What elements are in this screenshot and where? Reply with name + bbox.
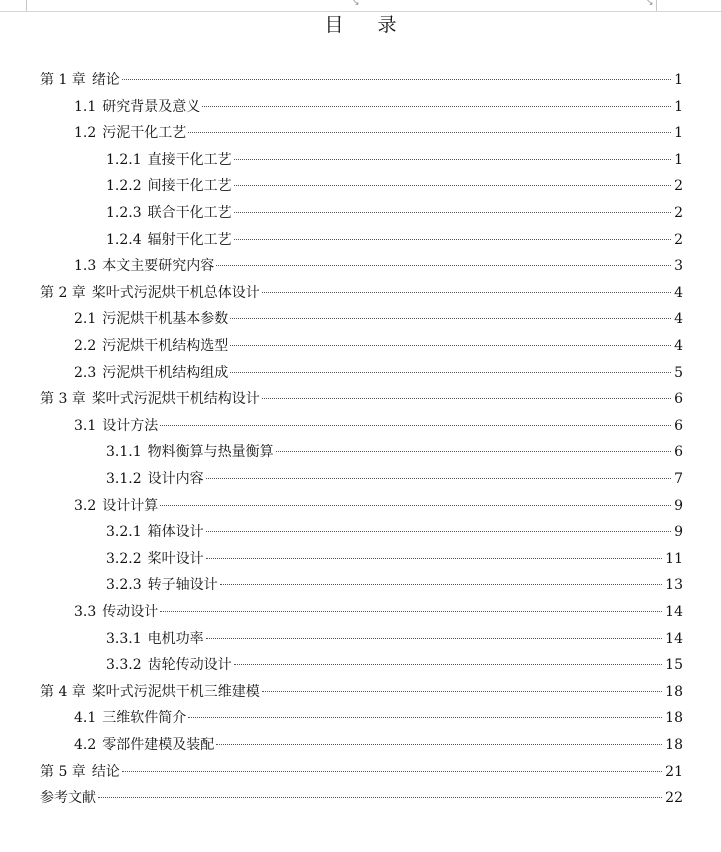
- toc-entry-number: 3.3.1: [106, 630, 142, 647]
- toc-entry-title: 污泥烘干机结构选型: [102, 338, 229, 354]
- toc-dot-leader: [234, 664, 663, 665]
- toc-dot-leader: [160, 611, 662, 612]
- toc-entry-title: 联合干化工艺: [147, 205, 232, 221]
- toc-entry-number: 第 1 章: [40, 72, 86, 88]
- toc-entry-number: 第 5 章: [40, 763, 86, 780]
- toc-entry-title: 结论: [91, 763, 120, 780]
- toc-entry[interactable]: [74, 360, 683, 387]
- toc-entry-number: 3.2.1: [106, 524, 142, 541]
- toc-entry[interactable]: [40, 785, 683, 812]
- toc-entry-title: 绪论: [91, 72, 120, 88]
- toc-entry-title: 辐射干化工艺: [147, 231, 232, 248]
- toc-entry-title: 转子轴设计: [147, 577, 218, 594]
- toc-dot-leader: [276, 451, 671, 452]
- toc-dot-leader: [216, 744, 662, 745]
- toc-entry[interactable]: [40, 280, 683, 307]
- toc-entry[interactable]: [106, 200, 683, 227]
- toc-entry-number: 2.2: [74, 338, 97, 354]
- toc-entry-title: 电机功率: [147, 630, 204, 647]
- corner-mark-icon: ↘: [646, 0, 654, 8]
- toc-entry-title: 桨叶设计: [147, 550, 204, 567]
- toc-page-number: 5: [674, 364, 683, 381]
- toc-entry-title: 参考文献: [40, 790, 96, 807]
- toc-entry-number: 1.2.2: [106, 178, 142, 195]
- toc-dot-leader: [160, 505, 671, 506]
- toc-dot-leader: [262, 691, 662, 692]
- toc-entry[interactable]: [106, 519, 683, 546]
- toc-entry-number: 1.3: [74, 258, 97, 275]
- toc-page-number: 18: [665, 737, 683, 753]
- toc-entry[interactable]: [74, 732, 683, 759]
- toc-entry[interactable]: [106, 652, 683, 679]
- toc-page-number: 1: [674, 98, 683, 115]
- toc-entry[interactable]: [106, 147, 683, 174]
- toc-dot-leader: [262, 398, 671, 399]
- toc-dot-leader: [230, 345, 671, 346]
- toc-entry[interactable]: [40, 386, 683, 413]
- toc-entry-title: 间接干化工艺: [147, 178, 232, 195]
- toc-dot-leader: [262, 292, 671, 293]
- toc-entry-title: 零部件建模及装配: [102, 737, 215, 753]
- toc-dot-leader: [122, 79, 671, 80]
- toc-page-number: 3: [674, 258, 683, 275]
- toc-dot-leader: [206, 638, 663, 639]
- toc-entry-number: 1.2.1: [106, 151, 142, 168]
- toc-page-number: 2: [674, 205, 683, 221]
- toc-dot-leader: [122, 771, 662, 772]
- toc-entry-number: 3.2.2: [106, 550, 142, 567]
- toc-entry-title: 研究背景及意义: [102, 98, 201, 115]
- toc-entry-number: 第 4 章: [40, 683, 86, 700]
- toc-entry-title: 箱体设计: [147, 524, 204, 541]
- toc-dot-leader: [216, 265, 671, 266]
- toc-entry-title: 设计方法: [102, 417, 159, 434]
- toc-entry-number: 4.2: [74, 737, 97, 753]
- toc-entry[interactable]: [74, 599, 683, 626]
- toc-dot-leader: [234, 212, 671, 213]
- toc-entry[interactable]: [106, 173, 683, 200]
- toc-page-number: 18: [665, 710, 683, 727]
- toc-entry-title: 直接干化工艺: [147, 151, 232, 168]
- toc-entry[interactable]: [74, 333, 683, 360]
- toc-entry[interactable]: [106, 626, 683, 653]
- toc-entry-title: 桨叶式污泥烘干机三维建模: [91, 683, 260, 700]
- margin-guide-right: [656, 0, 657, 11]
- toc-entry-number: 3.2.3: [106, 577, 142, 594]
- toc-entry-number: 3.1.1: [106, 444, 142, 461]
- toc-entry-title: 桨叶式污泥烘干机总体设计: [91, 284, 260, 301]
- toc-entry[interactable]: [106, 466, 683, 493]
- toc-page-number: 2: [674, 231, 683, 248]
- toc-entry-title: 设计计算: [102, 497, 159, 514]
- margin-guide-left: [26, 0, 27, 11]
- toc-entry-title: 设计内容: [147, 471, 204, 487]
- toc-entry-number: 1.2.4: [106, 231, 142, 248]
- toc-entry[interactable]: [74, 705, 683, 732]
- toc-page-number: 9: [674, 497, 683, 514]
- toc-dot-leader: [206, 531, 671, 532]
- toc-entry-title: 本文主要研究内容: [102, 258, 215, 275]
- toc-dot-leader: [230, 318, 671, 319]
- toc-entry-number: 4.1: [74, 710, 97, 727]
- toc-page-number: 15: [665, 657, 683, 674]
- toc-dot-leader: [234, 185, 671, 186]
- toc-entry[interactable]: [106, 546, 683, 573]
- toc-page-number: 21: [665, 763, 683, 780]
- toc-page-number: 6: [674, 444, 683, 461]
- toc-entry-number: 第 2 章: [40, 284, 86, 301]
- toc-entry[interactable]: [74, 493, 683, 520]
- toc-page-number: 4: [674, 338, 683, 354]
- toc-page-number: 14: [665, 630, 683, 647]
- toc-page-number: 1: [674, 151, 683, 168]
- toc-entry[interactable]: [106, 227, 683, 254]
- corner-mark-icon: ↘: [352, 0, 360, 8]
- toc-entry-number: 第 3 章: [40, 391, 86, 408]
- toc-dot-leader: [234, 159, 671, 160]
- toc-dot-leader: [160, 425, 671, 426]
- toc-page-number: 13: [665, 577, 683, 594]
- toc-dot-leader: [98, 797, 662, 798]
- toc-entry[interactable]: [74, 306, 683, 333]
- toc-entry-title: 三维软件简介: [102, 710, 187, 727]
- toc-page-number: 6: [674, 391, 683, 408]
- toc-entry-number: 3.3: [74, 604, 97, 620]
- toc-entry[interactable]: [74, 253, 683, 280]
- page-top-margin: [0, 0, 721, 11]
- toc-entry-number: 3.1.2: [106, 471, 142, 487]
- toc-entry-title: 污泥干化工艺: [102, 125, 187, 142]
- toc-entry-title: 污泥烘干机结构组成: [102, 364, 229, 381]
- toc-entry-number: 3.3.2: [106, 657, 142, 674]
- toc-page-number: 18: [665, 683, 683, 700]
- toc-entry[interactable]: [106, 572, 683, 599]
- toc-entry-title: 污泥烘干机基本参数: [102, 311, 229, 328]
- toc-dot-leader: [234, 239, 671, 240]
- toc-page-number: 11: [665, 550, 683, 567]
- toc-entry[interactable]: [40, 679, 683, 706]
- toc-page-number: 1: [674, 72, 683, 88]
- toc-page-number: 4: [674, 284, 683, 301]
- toc-dot-leader: [188, 132, 671, 133]
- toc-entry-title: 齿轮传动设计: [147, 657, 232, 674]
- toc-entry-title: 传动设计: [102, 604, 159, 620]
- toc-entry-number: 3.1: [74, 417, 97, 434]
- toc-entry-title: 物料衡算与热量衡算: [147, 444, 274, 461]
- toc-page-number: 7: [674, 471, 683, 487]
- toc-dot-leader: [230, 372, 671, 373]
- toc-entry[interactable]: [74, 413, 683, 440]
- toc-entry[interactable]: [40, 759, 683, 786]
- toc-entry-number: 2.1: [74, 311, 97, 328]
- toc-entry-number: 1.1: [74, 98, 97, 115]
- toc-entry-number: 2.3: [74, 364, 97, 381]
- toc-page-number: 14: [665, 604, 683, 620]
- toc-entry-number: 1.2: [74, 125, 97, 142]
- toc-page-number: 4: [674, 311, 683, 328]
- toc-dot-leader: [220, 584, 663, 585]
- toc-page-number: 22: [665, 790, 683, 807]
- toc-title: 目 录: [324, 14, 411, 36]
- toc-page-number: 6: [674, 417, 683, 434]
- toc-page-number: 2: [674, 178, 683, 195]
- toc-entry[interactable]: [106, 439, 683, 466]
- toc-entry-title: 桨叶式污泥烘干机结构设计: [91, 391, 260, 408]
- toc-dot-leader: [202, 106, 671, 107]
- toc-page-number: 1: [674, 125, 683, 142]
- toc-entry[interactable]: [40, 67, 683, 94]
- toc-dot-leader: [206, 558, 663, 559]
- toc-dot-leader: [188, 717, 662, 718]
- toc-entry[interactable]: [74, 120, 683, 147]
- toc-page-number: 9: [674, 524, 683, 541]
- toc-entry[interactable]: [74, 94, 683, 121]
- toc-entry-number: 3.2: [74, 497, 97, 514]
- toc-dot-leader: [206, 478, 671, 479]
- toc-entry-number: 1.2.3: [106, 205, 142, 221]
